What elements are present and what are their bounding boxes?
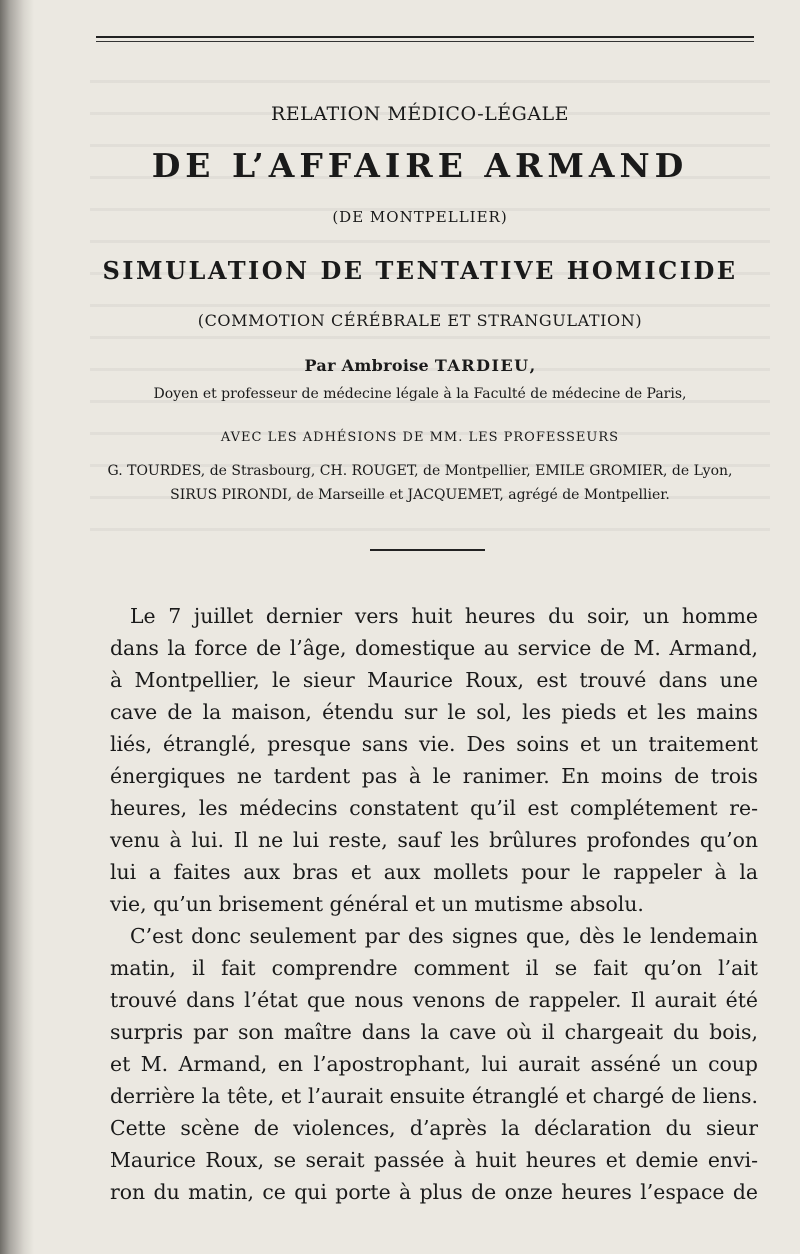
body-line: Le 7 juillet dernier vers huit heures du soir, un homme — [130, 604, 758, 628]
adhesions-line-1: G. TOURDES, de Strasbourg, CH. ROUGET, de Montpellier, EMILE GROMIER, de Lyon, — [107, 463, 733, 479]
case-location: (DE MONTPELLIER) — [332, 208, 508, 226]
section-divider — [370, 549, 485, 551]
body-line: venu à lui. Il ne lui reste, sauf les brûlures profondes qu’on — [110, 828, 758, 852]
body-line: à Montpellier, le sieur Maurice Roux, est trouvé dans une — [110, 668, 758, 692]
case-title: DE L’AFFAIRE ARMAND — [151, 146, 689, 185]
report-kind-title: RELATION MÉDICO-LÉGALE — [270, 103, 570, 125]
body-line: énergiques ne tardent pas à le ranimer. En moins de trois — [110, 764, 758, 788]
body-line: trouvé dans l’état que nous venons de rappeler. Il aurait été — [110, 988, 758, 1012]
author-suffix: , — [529, 356, 536, 375]
body-line: dans la force de l’âge, domestique au service de M. Armand, — [110, 636, 758, 660]
body-line: heures, les médecins constatent qu’il est complétement re- — [110, 796, 758, 820]
body-line: et M. Armand, en l’apostrophant, lui aurait asséné un coup — [110, 1052, 758, 1076]
header-rule-thin — [96, 41, 754, 42]
body-line: vie, qu’un brisement général et un mutisme absolu. — [110, 892, 644, 916]
body-line: matin, il fait comprendre comment il se fait qu’on l’ait — [110, 956, 758, 980]
body-line: Maurice Roux, se serait passée à huit heures et demie envi- — [110, 1148, 758, 1172]
case-subtitle: SIMULATION DE TENTATIVE HOMICIDE — [102, 256, 738, 285]
body-line: surpris par son maître dans la cave où il chargeait du bois, — [110, 1020, 758, 1044]
show-through-bleed — [90, 62, 770, 532]
author-title: Doyen et professeur de médecine légale à la Faculté de médecine de Paris, — [153, 386, 687, 402]
body-line: lui a faites aux bras et aux mollets pour le rappeler à la — [110, 860, 758, 884]
body-line: ron du matin, ce qui porte à plus de onze heures l’espace de — [110, 1180, 758, 1204]
body-text — [110, 600, 758, 1208]
body-line: C’est donc seulement par des signes que, dès le lendemain — [130, 924, 758, 948]
body-line: cave de la maison, étendu sur le sol, les pieds et les mains — [110, 700, 758, 724]
adhesions-heading: AVEC LES ADHÉSIONS DE MM. LES PROFESSEURS — [220, 430, 620, 445]
author-prefix: Par Ambroise — [304, 356, 435, 375]
author-name: TARDIEU — [434, 356, 530, 375]
adhesions-line-2: SIRUS PIRONDI, de Marseille et JACQUEMET, agrégé de Montpellier. — [170, 487, 670, 503]
body-line: Cette scène de violences, d’après la déclaration du sieur — [110, 1116, 758, 1140]
header-rule — [96, 36, 754, 38]
body-line: derrière la tête, et l’aurait ensuite étranglé et chargé de liens. — [110, 1084, 758, 1108]
case-subtitle-detail: (COMMOTION CÉRÉBRALE ET STRANGULATION) — [197, 311, 643, 330]
author-line — [60, 356, 780, 375]
body-line: liés, étranglé, presque sans vie. Des soins et un traitement — [110, 732, 758, 756]
page-gutter-shadow — [0, 0, 34, 1254]
